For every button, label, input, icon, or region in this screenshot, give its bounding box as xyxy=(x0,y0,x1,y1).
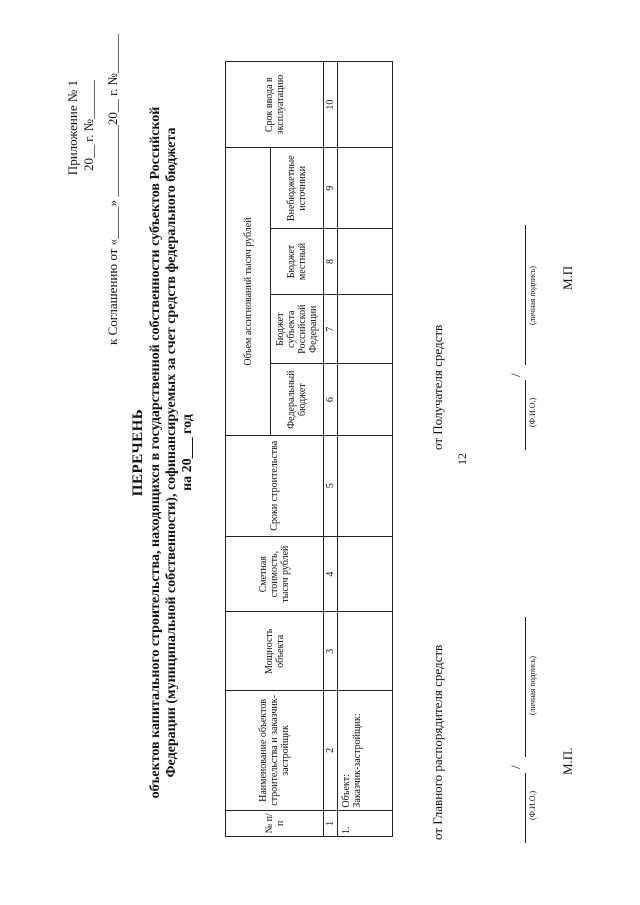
row-customer-label: Заказчик-застройщик: xyxy=(352,713,363,808)
row-number: 1. xyxy=(338,810,393,836)
right-signatory-label: от Получателя средств xyxy=(430,324,445,450)
right-fio-caption: (Ф.И.О.) xyxy=(528,397,537,427)
col-number: 2 xyxy=(324,691,338,810)
table-row xyxy=(338,62,393,837)
row-extra-cell xyxy=(338,148,393,229)
annex-block xyxy=(65,80,97,175)
row-commission-cell xyxy=(338,62,393,148)
left-sign-line xyxy=(525,617,526,757)
title-line-1: объектов капитального строительства, находящихся в государственной собственности субъектов Российской xyxy=(148,106,163,799)
title-heading: ПЕРЕЧЕНЬ xyxy=(130,408,146,497)
header-federal: Федеральный бюджет xyxy=(271,364,324,435)
title-line-3: на 20___ год xyxy=(180,414,195,491)
left-signatory-label: от Главного распорядителя средств xyxy=(430,644,445,840)
row-power-cell xyxy=(338,612,393,691)
row-cost-cell xyxy=(338,536,393,612)
header-extra: Внебюджетные источники xyxy=(271,148,324,229)
header-volume: Объем ассигнований тысяч рублей xyxy=(226,148,271,435)
left-fio-caption: (Ф.И.О.) xyxy=(528,790,537,820)
title-line-2: Федерации (муниципальной собственности), софинансируемых за счет средств федерального бюджета xyxy=(164,127,179,778)
header-local: Бюджет местный xyxy=(271,229,324,295)
document-title xyxy=(130,80,196,825)
objects-table xyxy=(225,61,393,837)
right-stamp-place: М.П xyxy=(560,265,575,290)
header-cost: Сметная стоимость, тысяч рублей xyxy=(226,536,324,612)
row-federal-cell xyxy=(338,364,393,435)
col-number: 5 xyxy=(324,435,338,536)
annex-label: Приложение № 1 xyxy=(65,80,80,176)
right-slash: / xyxy=(508,373,523,377)
col-number: 3 xyxy=(324,612,338,691)
col-number: 6 xyxy=(324,364,338,435)
col-number: 7 xyxy=(324,294,338,364)
left-fio-line xyxy=(525,773,526,843)
col-number: 1 xyxy=(324,810,338,836)
left-stamp-place: М.П. xyxy=(560,747,575,775)
row-object-label: Объект: xyxy=(341,774,352,808)
left-sign-caption: (личная подпись) xyxy=(528,655,537,715)
right-sign-caption: (личная подпись) xyxy=(528,265,537,325)
header-power: Мощность объекта xyxy=(226,612,324,691)
right-fio-line xyxy=(525,380,526,450)
row-name-cell xyxy=(338,691,393,810)
col-number: 9 xyxy=(324,148,338,229)
col-number: 8 xyxy=(324,229,338,295)
page-number: 12 xyxy=(455,453,469,465)
agreement-reference: к Соглашению от «_____» ___________20__ г. №______ xyxy=(105,34,120,345)
col-number: 4 xyxy=(324,536,338,612)
left-slash: / xyxy=(508,765,523,769)
row-local-cell xyxy=(338,229,393,295)
column-numbers-row xyxy=(324,62,338,837)
row-subject-cell xyxy=(338,294,393,364)
header-name: Наименование объектов строительства и заказчик-застройщик xyxy=(226,691,324,810)
header-terms: Сроки строительства xyxy=(226,435,324,536)
row-terms-cell xyxy=(338,435,393,536)
annex-date-number: 20__ г. №______ xyxy=(81,80,96,172)
header-row-1 xyxy=(226,62,271,837)
header-subject: Бюджет субъекта Российской Федерации xyxy=(271,294,324,364)
header-num: № п/п xyxy=(226,810,324,836)
col-number: 10 xyxy=(324,62,338,148)
header-commission: Срок ввода в эксплуатацию xyxy=(226,62,324,148)
right-sign-line xyxy=(525,225,526,365)
